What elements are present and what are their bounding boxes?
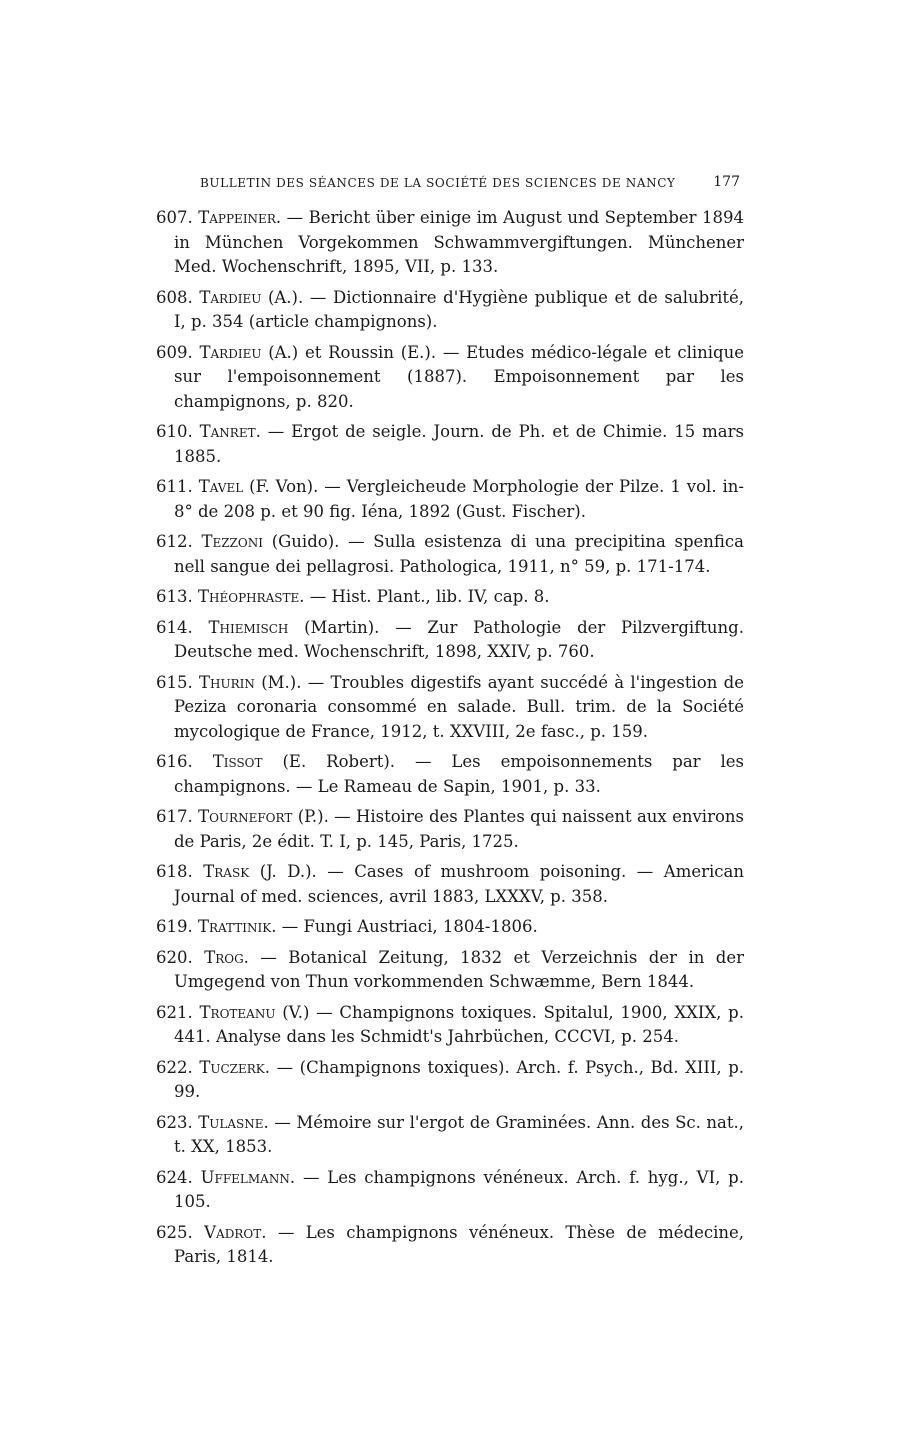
bibliography-entry bbox=[156, 475, 744, 524]
bibliography-entry bbox=[156, 805, 744, 854]
entry-author: Uffelmann. bbox=[200, 1167, 296, 1187]
entry-number: 610. bbox=[156, 422, 193, 441]
entry-author: Trask bbox=[203, 862, 250, 881]
entry-text: — Les champignons vénéneux. Arch. f. hyg., VI, p. 105. bbox=[174, 1167, 744, 1211]
entry-text: — Ergot de seigle. Journ. de Ph. et de Chimie. 15 mars 1885. bbox=[174, 422, 744, 466]
entry-author: Théophraste. bbox=[198, 587, 305, 606]
bibliography-entry bbox=[156, 1111, 744, 1160]
entry-number: 609. bbox=[156, 342, 193, 362]
entry-number: 611. bbox=[156, 477, 193, 496]
entry-text: (A.). — Dictionnaire d'Hygiène publique et de salubrité, I, p. 354 (article champignons). bbox=[174, 287, 745, 331]
entry-text: — Hist. Plant., lib. IV, cap. 8. bbox=[309, 587, 550, 606]
entry-text: (E. Robert). — Les empoisonnements par les champignons. — Le Rameau de Sapin, 1901, p. 33. bbox=[174, 752, 744, 796]
bibliography-list bbox=[156, 206, 744, 1276]
entry-number: 621. bbox=[156, 1002, 193, 1022]
bibliography-entry bbox=[156, 860, 744, 909]
entry-author: Thiemisch bbox=[208, 617, 289, 637]
bibliography-entry bbox=[156, 530, 744, 579]
bibliography-entry bbox=[156, 750, 744, 799]
bibliography-entry bbox=[156, 341, 744, 415]
running-title: BULLETIN DES SÉANCES DE LA SOCIÉTÉ DES SCIENCES DE NANCY bbox=[200, 176, 676, 190]
entry-author: Tulasne. bbox=[198, 1112, 269, 1132]
entry-text: — Bericht über einige im August und September 1894 in München Vorgekommen Schwammvergiftungen. Münchener Med. Wochenschrift, 1895, VII, p. 133. bbox=[174, 208, 745, 276]
running-head bbox=[200, 176, 740, 190]
entry-text: (P.). — Histoire des Plantes qui naissent aux environs de Paris, 2e édit. T. I, p. 145, Paris, 1725. bbox=[174, 807, 744, 851]
entry-number: 608. bbox=[156, 287, 193, 307]
bibliography-entry bbox=[156, 915, 744, 940]
entry-author: Thurin bbox=[199, 672, 255, 692]
entry-author: Tournefort bbox=[198, 807, 293, 826]
entry-number: 622. bbox=[156, 1057, 193, 1077]
bibliography-entry bbox=[156, 671, 744, 745]
entry-text: — Mémoire sur l'ergot de Graminées. Ann. des Sc. nat., t. XX, 1853. bbox=[174, 1112, 745, 1156]
entry-number: 617. bbox=[156, 807, 193, 826]
entry-text: — Fungi Austriaci, 1804-1806. bbox=[281, 917, 538, 936]
entry-author: Tardieu bbox=[199, 287, 262, 307]
bibliography-entry bbox=[156, 1056, 744, 1105]
entry-number: 615. bbox=[156, 672, 193, 692]
entry-number: 607. bbox=[156, 208, 193, 227]
bibliography-entry bbox=[156, 286, 744, 335]
entry-number: 623. bbox=[156, 1112, 193, 1132]
entry-text: (V.) — Champignons toxiques. Spitalul, 1900, XXIX, p. 441. Analyse dans les Schmidt's Jahrbüchen, CCCVI, p. 254. bbox=[174, 1002, 744, 1046]
entry-author: Vadrot. bbox=[204, 1222, 267, 1242]
entry-author: Tissot bbox=[212, 752, 263, 771]
bibliography-entry bbox=[156, 1166, 744, 1215]
entry-text: (Guido). — Sulla esistenza di una precipitina spenfica nell sangue dei pellagrosi. Pathologica, 1911, n° 59, p. 171-174. bbox=[174, 532, 744, 576]
entry-number: 618. bbox=[156, 862, 193, 881]
entry-author: Troteanu bbox=[199, 1002, 276, 1022]
bibliography-entry bbox=[156, 206, 744, 280]
entry-text: — (Champignons toxiques). Arch. f. Psych., Bd. XIII, p. 99. bbox=[174, 1057, 745, 1101]
entry-author: Tanret. bbox=[199, 422, 261, 441]
bibliography-entry bbox=[156, 420, 744, 469]
bibliography-entry bbox=[156, 1221, 744, 1270]
entry-number: 624. bbox=[156, 1167, 193, 1187]
entry-number: 619. bbox=[156, 917, 193, 936]
entry-text: — Botanical Zeitung, 1832 et Verzeichnis der in der Umgegend von Thun vorkommenden Schwæmme, Bern 1844. bbox=[174, 947, 744, 991]
bibliography-entry bbox=[156, 585, 744, 610]
entry-author: Trattinik. bbox=[198, 917, 277, 936]
bibliography-entry bbox=[156, 1001, 744, 1050]
entry-author: Tavel bbox=[198, 477, 244, 496]
entry-number: 625. bbox=[156, 1222, 193, 1242]
entry-text: (M.). — Troubles digestifs ayant succédé à l'ingestion de Peziza coronaria consommé en salade. Bull. trim. de la Société mycologique de France, 1912, t. XXVIII, 2e fasc., p. 159. bbox=[174, 672, 744, 741]
entry-text: (Martin). — Zur Pathologie der Pilzvergiftung. Deutsche med. Wochenschrift, 1898, XXIV, p. 760. bbox=[174, 617, 744, 661]
entry-number: 612. bbox=[156, 532, 193, 551]
entry-number: 614. bbox=[156, 617, 193, 637]
entry-text: — Les champignons vénéneux. Thèse de médecine, Paris, 1814. bbox=[174, 1222, 745, 1266]
entry-author: Trog. bbox=[204, 947, 249, 967]
entry-author: Tezzoni bbox=[201, 532, 263, 551]
entry-number: 616. bbox=[156, 752, 193, 771]
entry-number: 620. bbox=[156, 947, 193, 967]
entry-author: Tardieu bbox=[199, 342, 262, 362]
entry-number: 613. bbox=[156, 587, 193, 606]
entry-author: Tuczerk. bbox=[199, 1057, 270, 1077]
entry-text: (J. D.). — Cases of mushroom poisoning. — American Journal of med. sciences, avril 1883, LXXXV, p. 358. bbox=[174, 862, 744, 906]
bibliography-entry bbox=[156, 946, 744, 995]
page-number: 177 bbox=[713, 174, 740, 190]
entry-author: Tappeiner. bbox=[198, 208, 282, 227]
bibliography-entry bbox=[156, 616, 744, 665]
entry-text: (A.) et Roussin (E.). — Etudes médico-légale et clinique sur l'empoisonnement (1887). Empoisonnement par les champignons, p. 820. bbox=[174, 342, 744, 411]
entry-text: (F. Von). — Vergleicheude Morphologie der Pilze. 1 vol. in-8° de 208 p. et 90 fig. Iéna, 1892 (Gust. Fischer). bbox=[174, 477, 744, 521]
